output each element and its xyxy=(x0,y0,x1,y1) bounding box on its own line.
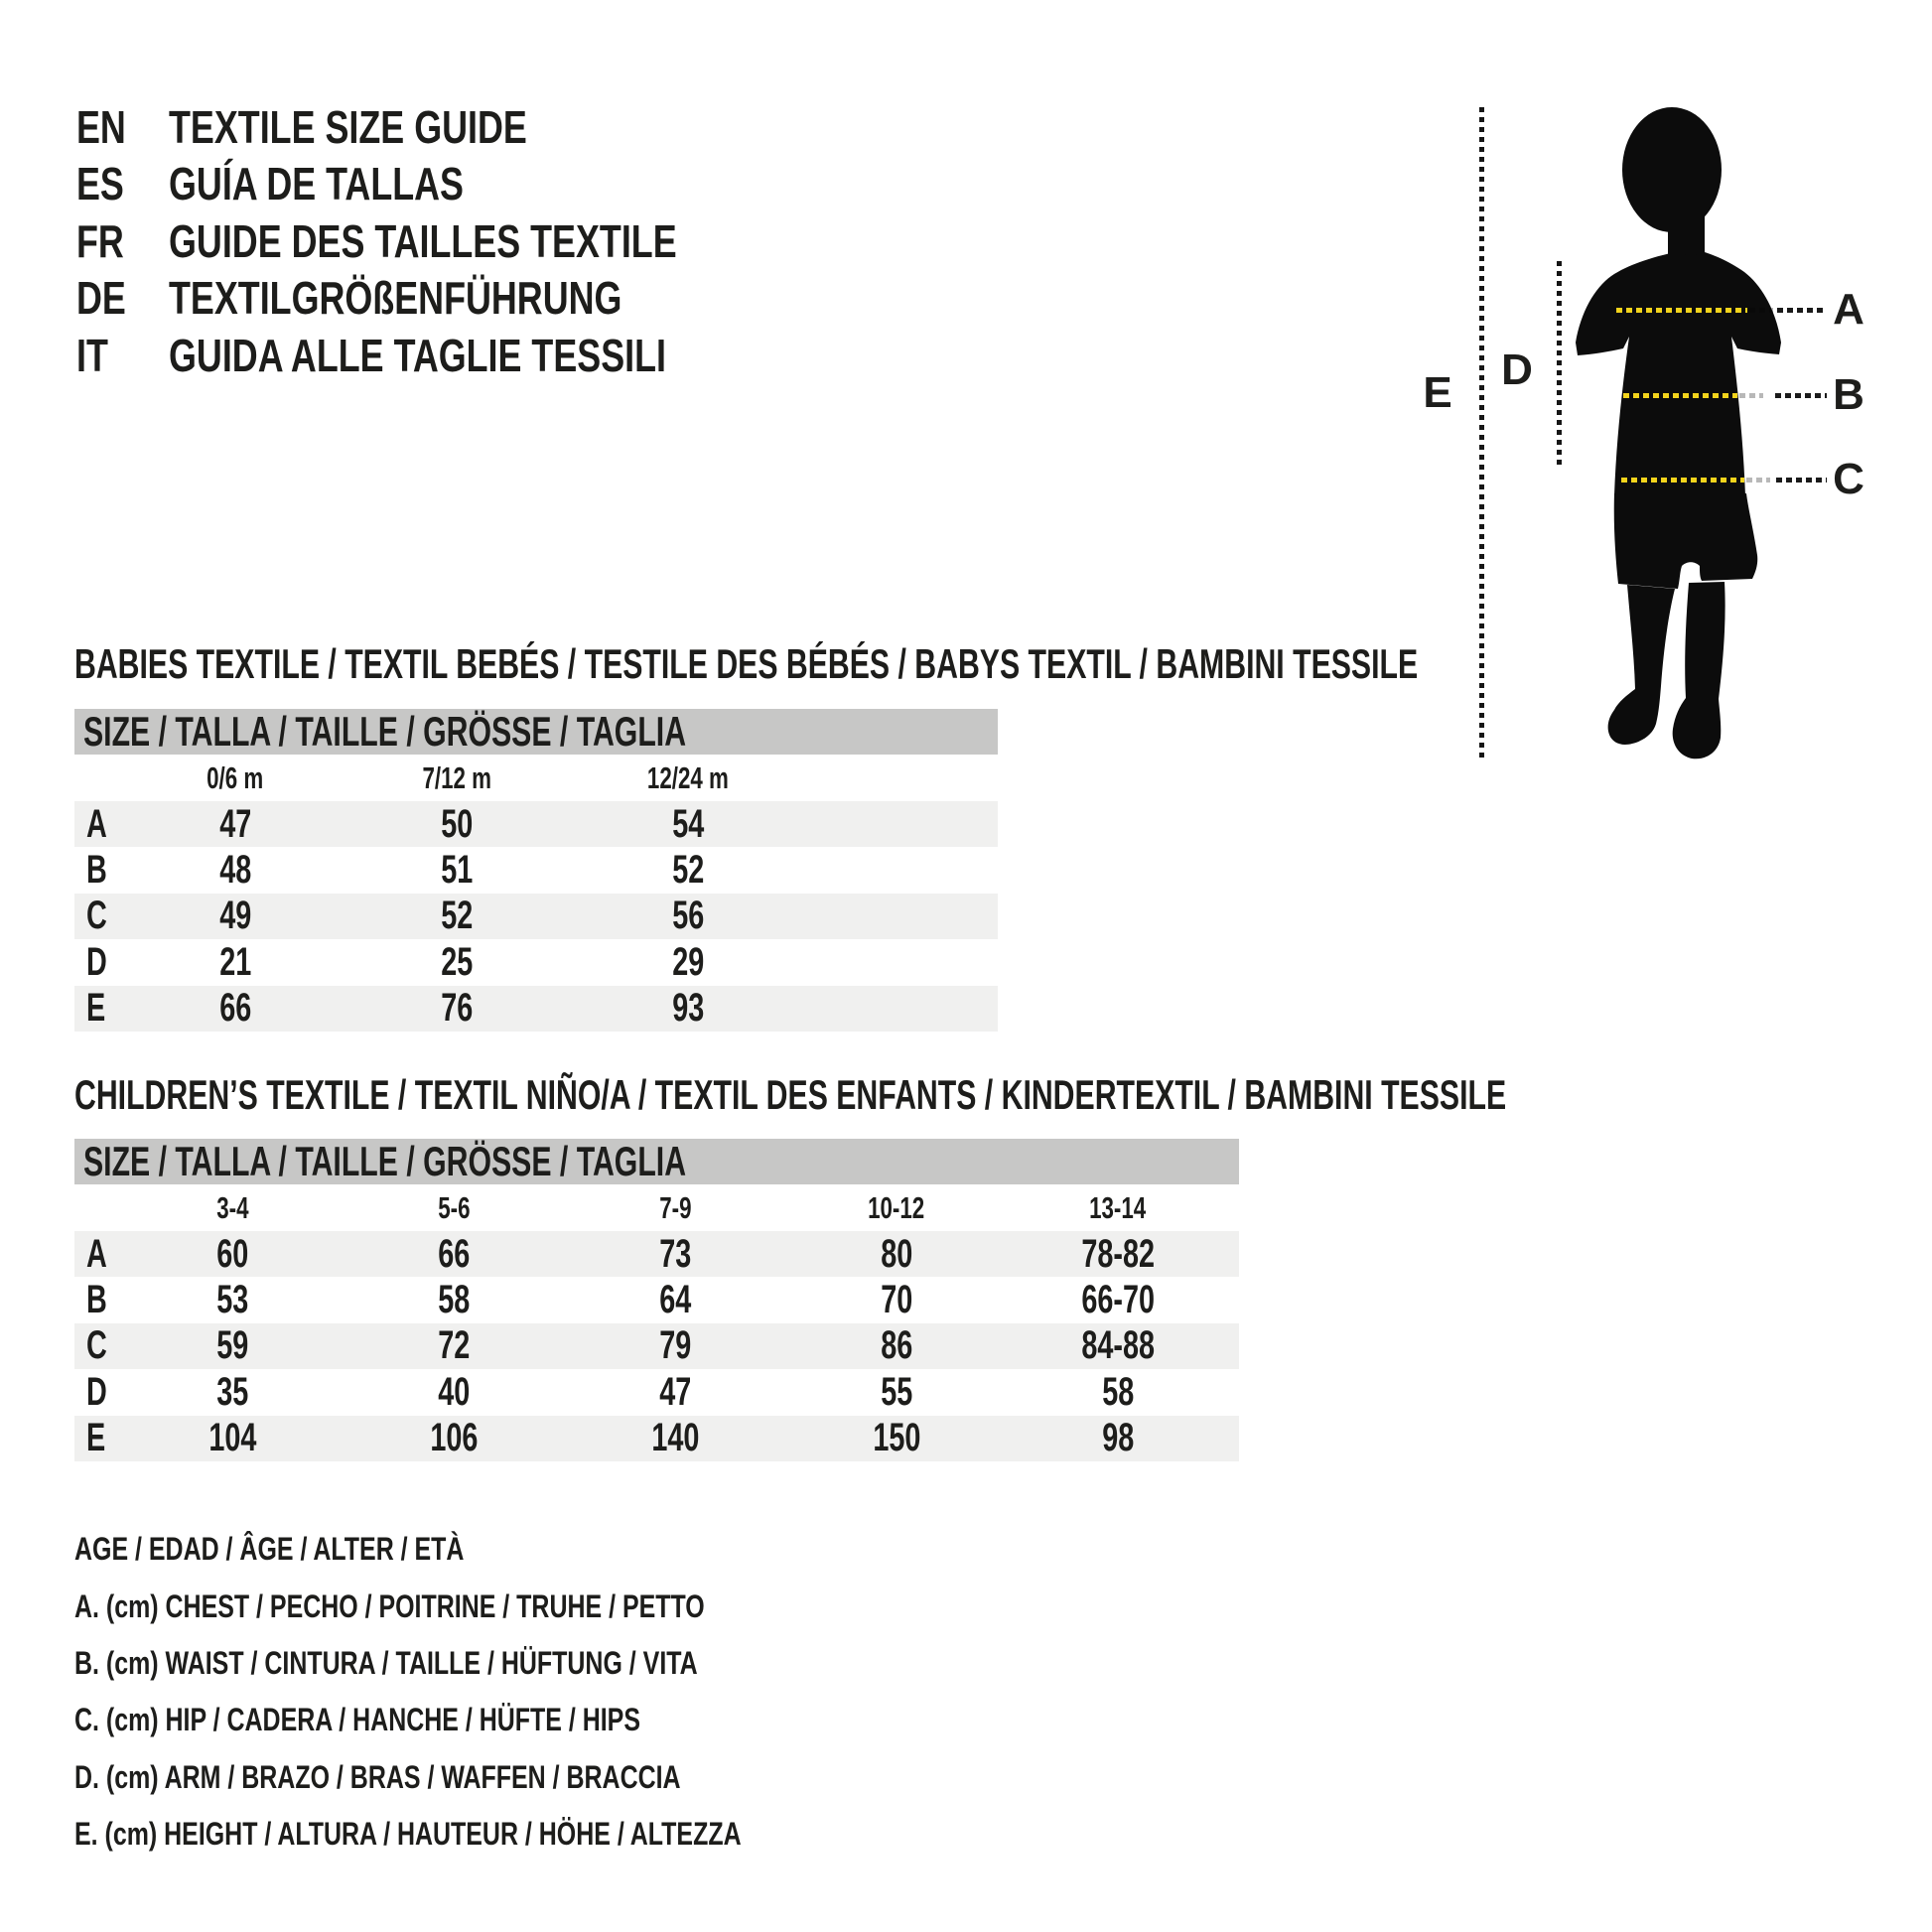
babies-section-heading: BABIES TEXTILE / TEXTIL BEBÉS / TESTILE DES BÉBÉS / BABYS TEXTIL / BAMBINI TESSILE xyxy=(74,640,1419,687)
measurement-legend xyxy=(74,1521,929,1863)
height-label: E xyxy=(1423,368,1452,417)
legend-hip: C. (cm) HIP / CADERA / HANCHE / HÜFTE / HIPS xyxy=(74,1702,640,1738)
cell-value: 66 xyxy=(437,1231,471,1276)
row-label: D xyxy=(86,1369,107,1414)
waist-measure-dots xyxy=(1623,393,1737,398)
legend-height: E. (cm) HEIGHT / ALTURA / HAUTEUR / HÖHE / ALTEZZA xyxy=(74,1816,742,1853)
cell-value: 106 xyxy=(429,1416,479,1460)
size-bar-label: SIZE / TALLA / TAILLE / GRÖSSE / TAGLIA xyxy=(83,1138,687,1184)
cell-value: 49 xyxy=(218,894,252,938)
cell-value: 47 xyxy=(218,801,252,846)
lang-code: IT xyxy=(76,329,108,381)
cell-value: 70 xyxy=(880,1278,913,1322)
cell-value: 53 xyxy=(215,1278,249,1322)
hip-measure-dots-fade xyxy=(1746,478,1770,483)
table-row-arm xyxy=(74,939,998,985)
legend-age: AGE / EDAD / ÂGE / ALTER / ETÀ xyxy=(74,1531,465,1568)
cell-value: 60 xyxy=(215,1231,249,1276)
silhouette-tshirt xyxy=(1576,251,1781,525)
cell-value: 59 xyxy=(215,1323,249,1368)
lang-row-es xyxy=(76,156,820,213)
cell-value: 52 xyxy=(440,894,474,938)
row-label: E xyxy=(86,986,106,1031)
babies-size-table xyxy=(74,709,998,1032)
cell-value: 78-82 xyxy=(1081,1231,1155,1276)
cell-value: 86 xyxy=(880,1323,913,1368)
children-size-table xyxy=(74,1139,1239,1461)
cell-value: 84-88 xyxy=(1081,1323,1155,1368)
hip-measure-leader xyxy=(1776,478,1827,483)
cell-value: 25 xyxy=(440,939,474,984)
table-row-chest xyxy=(74,1231,1239,1277)
table-row-chest xyxy=(74,801,998,847)
cell-value: 54 xyxy=(671,801,705,846)
language-title-block xyxy=(76,98,820,384)
table-row-height xyxy=(74,986,998,1032)
row-label: A xyxy=(86,1231,107,1276)
cell-value: 104 xyxy=(207,1416,257,1460)
cell-value: 56 xyxy=(671,894,705,938)
cell-value: 93 xyxy=(671,986,705,1031)
legend-chest: A. (cm) CHEST / PECHO / POITRINE / TRUHE / PETTO xyxy=(74,1587,705,1624)
column-header: 13-14 xyxy=(1089,1189,1147,1225)
column-header: 3-4 xyxy=(215,1189,249,1225)
lang-title: GUÍA DE TALLAS xyxy=(169,158,464,210)
cell-value: 21 xyxy=(218,939,252,984)
table-row-arm xyxy=(74,1369,1239,1415)
row-label: C xyxy=(86,894,107,938)
chest-label: A xyxy=(1833,285,1864,334)
cell-value: 140 xyxy=(650,1416,700,1460)
cell-value: 73 xyxy=(658,1231,692,1276)
cell-value: 98 xyxy=(1101,1416,1135,1460)
waist-measure-dots-fade xyxy=(1739,393,1763,398)
babies-size-bar xyxy=(74,709,998,755)
table-row-waist xyxy=(74,847,998,893)
silhouette-shorts xyxy=(1614,493,1758,589)
column-header: 12/24 m xyxy=(647,759,729,795)
silhouette-neck xyxy=(1668,204,1705,258)
lang-code: ES xyxy=(76,158,124,210)
children-size-bar xyxy=(74,1139,1239,1184)
cell-value: 66-70 xyxy=(1081,1278,1155,1322)
cell-value: 150 xyxy=(872,1416,921,1460)
waist-measure-leader xyxy=(1775,393,1827,398)
babies-column-header-row xyxy=(74,755,998,801)
lang-title: TEXTILGRÖßENFÜHRUNG xyxy=(169,272,622,325)
row-label: B xyxy=(86,848,107,893)
children-column-header-row xyxy=(74,1184,1239,1231)
cell-value: 35 xyxy=(215,1369,249,1414)
hip-label: C xyxy=(1833,455,1864,503)
cell-value: 64 xyxy=(658,1278,692,1322)
column-header: 7/12 m xyxy=(422,759,491,795)
lang-code: EN xyxy=(76,100,126,153)
cell-value: 76 xyxy=(440,986,474,1031)
cell-value: 47 xyxy=(658,1369,692,1414)
hip-measure-dots xyxy=(1621,478,1744,483)
row-label: B xyxy=(86,1278,107,1322)
cell-value: 55 xyxy=(880,1369,913,1414)
chest-measure-dots xyxy=(1616,308,1747,313)
cell-value: 80 xyxy=(880,1231,913,1276)
cell-value: 50 xyxy=(440,801,474,846)
lang-row-it xyxy=(76,327,820,384)
chest-measure-leader xyxy=(1777,308,1827,313)
column-header: 10-12 xyxy=(868,1189,925,1225)
lang-row-de xyxy=(76,270,820,328)
column-header: 0/6 m xyxy=(207,759,264,795)
lang-row-en xyxy=(76,98,820,156)
table-row-waist xyxy=(74,1277,1239,1322)
column-header: 7-9 xyxy=(658,1189,692,1225)
cell-value: 52 xyxy=(671,848,705,893)
arm-measure-line xyxy=(1557,261,1562,470)
waist-label: B xyxy=(1833,370,1864,419)
lang-code: FR xyxy=(76,214,124,267)
size-bar-label: SIZE / TALLA / TAILLE / GRÖSSE / TAGLIA xyxy=(83,708,687,755)
cell-value: 72 xyxy=(437,1323,471,1368)
cell-value: 58 xyxy=(1101,1369,1135,1414)
chest-measure-dots-fade xyxy=(1749,308,1773,313)
legend-waist: B. (cm) WAIST / CINTURA / TAILLE / HÜFTUNG / VITA xyxy=(74,1644,698,1681)
cell-value: 66 xyxy=(218,986,252,1031)
lang-title: TEXTILE SIZE GUIDE xyxy=(169,100,527,153)
table-row-hip xyxy=(74,1323,1239,1369)
arm-label: D xyxy=(1501,345,1533,394)
lang-row-fr xyxy=(76,212,820,270)
lang-title: GUIDA ALLE TAGLIE TESSILI xyxy=(169,329,666,381)
table-row-height xyxy=(74,1416,1239,1461)
row-label: E xyxy=(86,1416,106,1460)
lang-title: GUIDE DES TAILLES TEXTILE xyxy=(169,214,677,267)
cell-value: 51 xyxy=(440,848,474,893)
children-section-heading: CHILDREN’S TEXTILE / TEXTIL NIÑO/A / TEXTIL DES ENFANTS / KINDERTEXTIL / BAMBINI TESSILE xyxy=(74,1071,1507,1118)
lang-code: DE xyxy=(76,272,126,325)
cell-value: 79 xyxy=(658,1323,692,1368)
row-label: A xyxy=(86,801,107,846)
cell-value: 29 xyxy=(671,939,705,984)
cell-value: 48 xyxy=(218,848,252,893)
cell-value: 58 xyxy=(437,1278,471,1322)
legend-arm: D. (cm) ARM / BRAZO / BRAS / WAFFEN / BRACCIA xyxy=(74,1758,681,1795)
cell-value: 40 xyxy=(437,1369,471,1414)
column-header: 5-6 xyxy=(437,1189,471,1225)
row-label: D xyxy=(86,939,107,984)
row-label: C xyxy=(86,1323,107,1368)
table-row-hip xyxy=(74,894,998,939)
